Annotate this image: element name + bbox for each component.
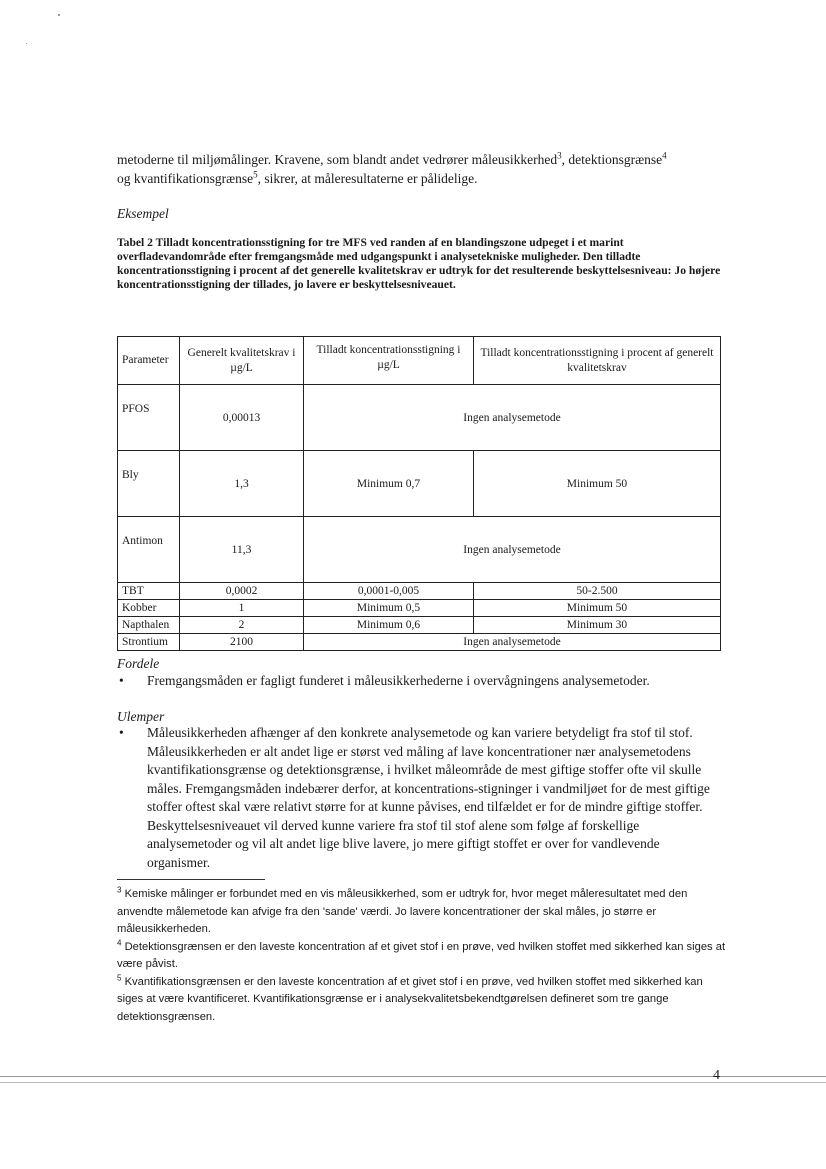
footnote [117,974,729,1027]
table-cell: 0,0001-0,005 [304,583,474,600]
table-cell: Bly [118,451,180,517]
table-header: Parameter [118,337,180,385]
table-header: Generelt kvalitetskrav i µg/L [180,337,304,385]
list-item-text: Måleusikkerheden afhænger af den konkrete analysemetode og kan variere betydeligt fra stof til stof. Måleusikkerheden er alt andet lige er størst ved måling af lave koncentrationer nær analysemetodens kvantifikationsgrænse og detektionsgrænse, i hvilket måleområde de mest giftige stoffer ofte vil skulle måles. Fremgangsmåden indebærer derfor, at koncentrations-stigninger i vandmiljøet for de mest giftige stoffer oftest skal være relativt større for at kunne påvises, end tilfældet er for de mindre giftige stoffer. Beskyttelsesniveauet vil derved kunne variere fra stof til stof alene som følge af forskellige analysemetoder og vil alt andet lige blive lavere, jo mere giftigt stoffet er over for vandlevende organismer. [147,725,710,870]
list-item [117,724,729,872]
footnote-text: Kemiske målinger er forbundet med en vis måleusikkerhed, som er udtryk for, hvor meget måleresultatet med den anvendte målemetode kan afvige fra den 'sande' værdi. Jo lavere koncentrationer der skal måles, jo større er måleusikkerheden. [117,888,688,935]
table-cell: Napthalen [118,617,180,634]
table-row [118,451,721,517]
bullet-icon: • [119,673,124,688]
table-row [118,583,721,600]
cons-heading: Ulemper [117,709,165,724]
footnote-mark: 3 [117,885,122,895]
footnote-ref-3: 3 [557,150,562,161]
table-row [118,385,721,451]
table-cell: Minimum 50 [474,600,721,617]
table-cell: Ingen analysemetode [304,634,721,651]
concentration-table [117,336,721,651]
table-cell: PFOS [118,385,180,451]
list-item [117,672,729,691]
footnote-divider [117,879,265,880]
table-cell: Minimum 0,6 [304,617,474,634]
table-row [118,634,721,651]
table-cell: Strontium [118,634,180,651]
example-heading: Eksempel [117,206,169,221]
table-cell: 0,00013 [180,385,304,451]
table-cell: Minimum 0,5 [304,600,474,617]
footnote-text: Detektionsgrænsen er den laveste koncentration af et givet stof i en prøve, ved hvilken stoffet med sikkerhed kan siges at være påvist. [117,940,726,970]
footnote-mark: 5 [117,972,122,982]
table-header: Tilladt koncentrationsstigning i procent af generelt kvalitetskrav [474,337,721,385]
table-cell: Ingen analysemetode [304,517,721,583]
footnote [117,939,729,974]
table-cell: Antimon [118,517,180,583]
scan-speck [26,43,27,44]
footnote-ref-5: 5 [253,169,258,180]
table-cell: 2100 [180,634,304,651]
pros-heading: Fordele [117,656,160,671]
footnote [117,886,729,939]
bottom-rule [0,1082,826,1083]
table-cell: 1 [180,600,304,617]
table-cell: Minimum 30 [474,617,721,634]
scan-speck [58,14,60,16]
table-cell: 0,0002 [180,583,304,600]
table-row [118,517,721,583]
intro-text: , detektionsgrænse [561,152,663,167]
bottom-rule [0,1076,826,1077]
table-cell: Kobber [118,600,180,617]
table-cell: 11,3 [180,517,304,583]
table-caption: Tabel 2 Tilladt koncentrationsstigning for tre MFS ved randen af en blandingszone udpeget i et marint overfladevandområde efter fremgangsmåde med udgangspunkt i analysetekniske muligheder. Den tilladte koncentrationsstigning i procent af det generelle kvalitetskrav er udtryk for det resulterende beskyttelsesniveau: Jo højere koncentrationsstigning der tillades, jo lavere er beskyttelsesniveauet. [117,236,721,291]
table-header-row [118,337,721,385]
table-cell: 50-2.500 [474,583,721,600]
table-cell: Minimum 0,7 [304,451,474,517]
table-row [118,617,721,634]
footnotes [117,886,729,1026]
cons-list [117,724,729,872]
footnote-mark: 4 [117,937,122,947]
table-row [118,600,721,617]
footnote-text: Kvantifikationsgrænsen er den laveste koncentration af et givet stof i en prøve, ved hvilken stoffet med sikkerhed kan siges at være kvantificeret. Kvantifikationsgrænse er i analysekvalitetsbekendtgørelsen defineret som tre gange detektionsgrænsen. [117,975,703,1023]
list-item-text: Fremgangsmåden er fagligt funderet i måleusikkerhederne i overvågningens analysemetoder. [147,673,650,688]
table-header: Tilladt koncentrationsstigning i µg/L [304,337,474,385]
intro-paragraph [117,150,727,188]
table-cell: Minimum 50 [474,451,721,517]
pros-list [117,672,729,691]
table-cell: 1,3 [180,451,304,517]
intro-text: , sikrer, at måleresultaterne er pålidelige. [257,171,478,186]
intro-text: metoderne til miljømålinger. Kravene, som blandt andet vedrører måleusikkerhed [117,152,558,167]
page-number: 4 [713,1068,720,1083]
footnote-ref-4: 4 [662,150,667,161]
table-cell: TBT [118,583,180,600]
table-cell: 2 [180,617,304,634]
table-cell: Ingen analysemetode [304,385,721,451]
intro-text: og kvantifikationsgrænse [117,171,254,186]
bullet-icon: • [119,725,124,740]
